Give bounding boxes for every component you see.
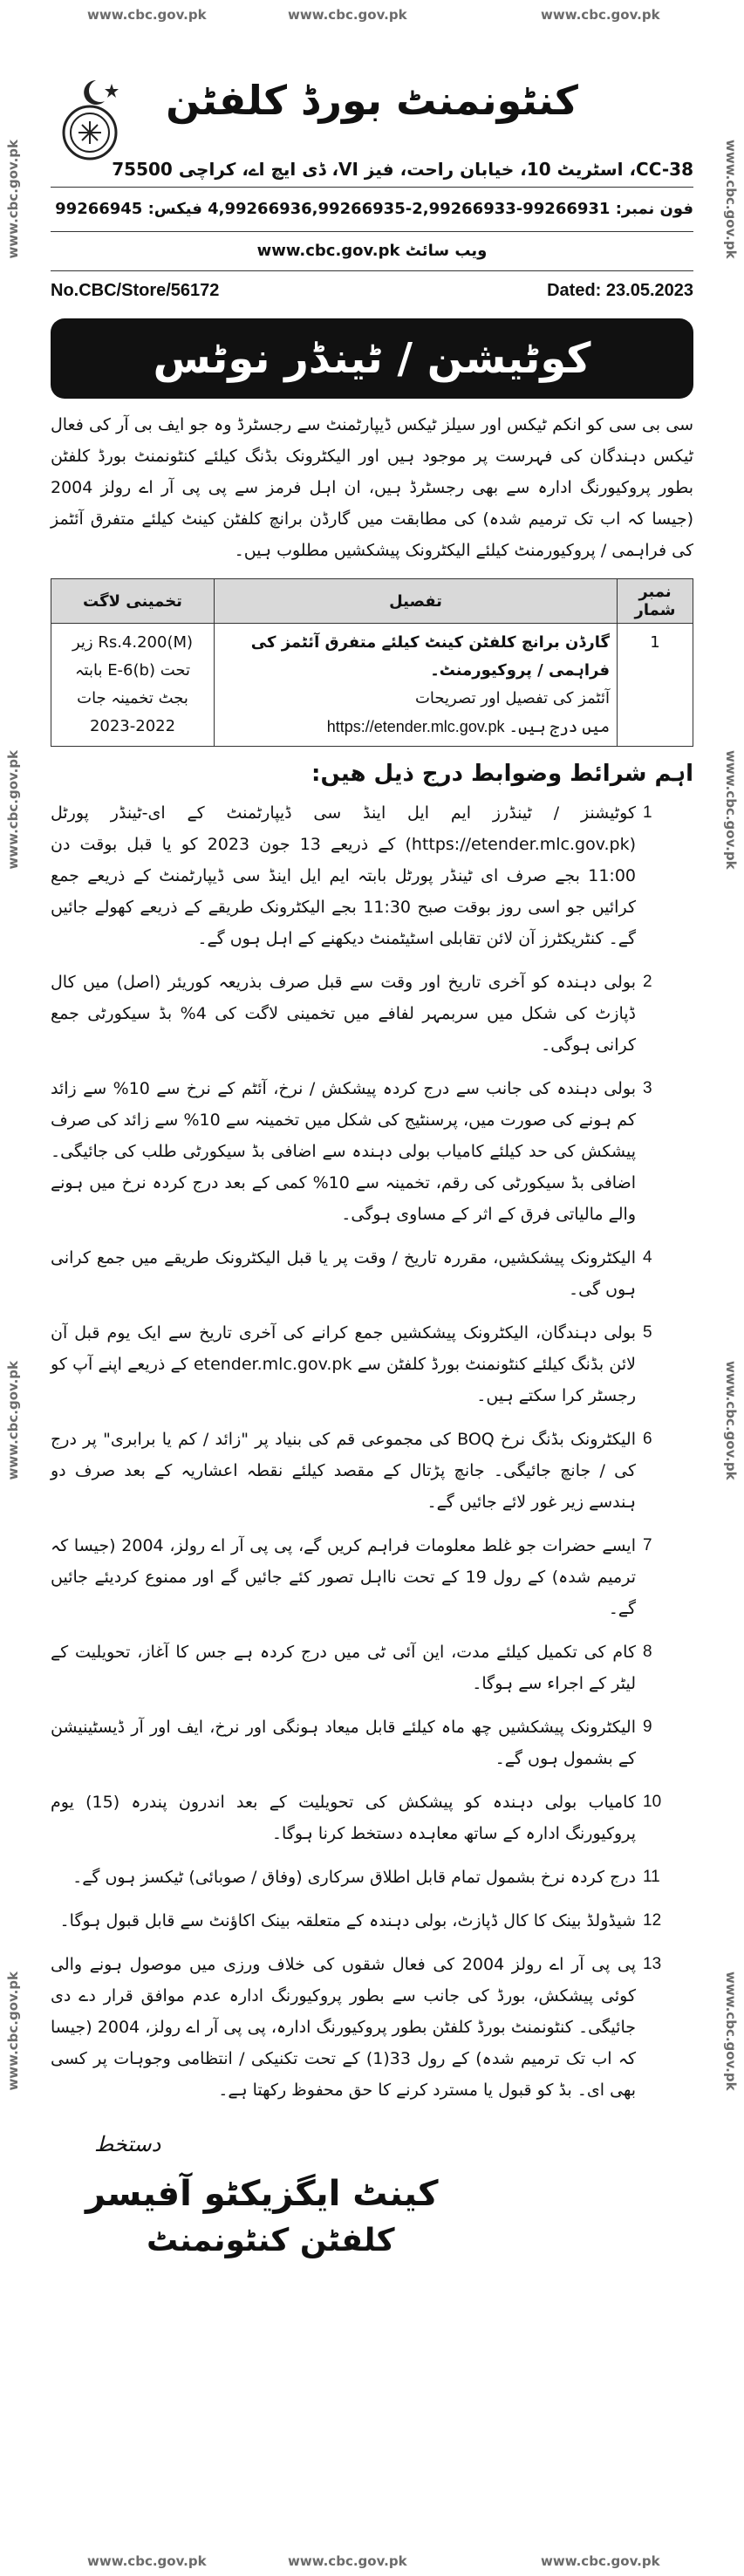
header-serial: نمبر شمار	[618, 579, 693, 624]
notice-document	[51, 68, 693, 2258]
terms-list	[51, 797, 693, 2106]
table-header-row	[51, 579, 693, 624]
signatory-organization: کلفٹن کنٹونمنٹ	[147, 2223, 395, 2258]
header-detail: تفصیل	[215, 579, 618, 624]
term-number: 3	[643, 1079, 652, 1097]
list-item	[51, 1242, 693, 1305]
terms-heading: اہم شرائط وضوابط درج ذیل ھیں:	[311, 761, 693, 787]
watermark-left-4: www.cbc.gov.pk	[5, 1971, 21, 2091]
term-number: 10	[643, 1793, 662, 1811]
organization-title: کنٹونمنٹ بورڈ کلفٹن	[166, 77, 578, 124]
term-text: درج کردہ نرخ بشمول تمام قابل اطلاق سرکاری (وفاق / صوبائی) ٹیکسز ہوں گے۔	[72, 1868, 636, 1887]
term-number: 8	[643, 1643, 652, 1661]
header-cost: تخمینی لاگت	[51, 579, 215, 624]
reference-row	[51, 271, 693, 310]
table-row	[51, 624, 693, 747]
list-item	[51, 1073, 693, 1230]
reference-number: No.CBC/Store/56172	[51, 281, 220, 300]
row-detail	[215, 624, 618, 747]
signature-mark: دستخط	[94, 2132, 161, 2156]
term-number: 12	[643, 1911, 662, 1930]
tender-items-table	[51, 578, 693, 747]
term-number: 1	[643, 803, 652, 822]
watermark-top-center: www.cbc.gov.pk	[288, 7, 407, 23]
notice-title-banner: کوٹیشن / ٹینڈر نوٹس	[51, 318, 693, 399]
term-text: الیکٹرونک پیشکشیں چھ ماہ کیلئے قابل میعاد ہونگی اور نرخ، ایف اور آر ڈیسٹینیشن کے بشمول ہوں گے۔	[51, 1718, 636, 1768]
watermark-left-2: www.cbc.gov.pk	[5, 750, 21, 870]
watermark-bottom-right: www.cbc.gov.pk	[541, 2553, 660, 2569]
term-text: کامیاب بولی دہندہ کو پیشکش کی تحویلیت کے بعد اندرون پندرہ (15) یوم پروکیورنگ ادارہ کے ساتھ معاہدہ دستخط کرنا ہوگا۔	[51, 1793, 636, 1843]
header	[51, 68, 693, 310]
list-item	[51, 967, 693, 1061]
term-text: ایسے حضرات جو غلط معلومات فراہم کریں گے، پی پی آر اے رولز، 2004 (جیسا کہ ترمیم شدہ) کے رول 19 کے تحت نااہل تصور کئے جائیں گے اور ممنوع کردیئے جائیں گے۔	[51, 1536, 637, 1618]
signatory-designation: کینٹ ایگزیکٹو آفیسر	[85, 2174, 439, 2214]
item-spec-label: آئٹمز کی تفصیل اور تصریحات	[414, 689, 610, 707]
term-text: الیکٹرونک بڈنگ نرخ BOQ کی مجموعی قم کی بنیاد پر "زائد / کم یا برابری" پر درج کی / جانچ جائیگی۔ جانچ پڑتال کے مقصد کیلئے نقطہ اعشاریہ کے بعد صرف دو ہندسے زیر غور لائے جائیں گے۔	[51, 1430, 636, 1512]
watermark-right-2: www.cbc.gov.pk	[723, 750, 739, 870]
phone-fax: فون نمبر: 99266931-2,99266933-4,99266936,99266935 فیکس: 99266945	[51, 188, 693, 232]
term-number: 9	[643, 1718, 652, 1736]
list-item	[51, 797, 693, 954]
watermark-left-3: www.cbc.gov.pk	[5, 1361, 21, 1480]
watermark-bottom-center: www.cbc.gov.pk	[288, 2553, 407, 2569]
term-text: کوٹیشنز / ٹینڈرز ایم ایل اینڈ سی ڈیپارٹمنٹ کے ای-ٹینڈر پورٹل (https://etender.mlc.gov.pk) کے ذریعے 13 جون 2023 کو یا قبل بوقت دن 11:00 بجے صرف ای ٹینڈر پورٹل بابتہ ایم ایل اینڈ سی ڈیپارٹمنٹ کے ذریعے جمع کرائیں جو اسی روز بوقت صبح 11:30 بجے الیکٹرونک طریقے کے ذریعے کھولے جائیں گے۔ کنٹریکٹرز آن لائن تقابلی اسٹیٹمنٹ دیکھنے کے اہل ہوں گے۔	[51, 803, 636, 948]
item-spec-link[interactable]: https://etender.mlc.gov.pk میں درج ہیں۔	[326, 718, 610, 735]
term-number: 7	[643, 1536, 652, 1554]
intro-paragraph: سی بی سی کو انکم ٹیکس اور سیلز ٹیکس ڈیپارٹمنٹ سے رجسٹرڈ وہ جو ایف بی آر کی فعال ٹیکس دہندگان کی فہرست پر موجود ہیں اور الیکٹرونک بڈنگ کیلئے کنٹونمنٹ بورڈ کلفٹن بطور پروکیورنگ ادارہ سے بھی رجسٹرڈ ہیں، ان اہل فرمز سے پی پی آر اے رولز 2004 (جیسا کہ اب تک ترمیم شدہ) کی مطابقت میں گارڈن برانچ کلفٹن کینٹ کیلئے متفرق آئٹمز کی فراہمی / پروکیورمنٹ کیلئے الیکٹرونک پیشکشیں مطلوب ہیں۔	[51, 415, 693, 560]
term-text: بولی دہندہ کی جانب سے درج کردہ پیشکش / نرخ، آئٹم کے نرخ سے 10% سے زائد کم ہونے کی صورت میں، پرسنٹیج کی شکل میں تخمینہ سے 10% سے زائد کی صرف پیشکش کی حد کیلئے کامیاب بولی دہندہ سے اضافی بڈ سیکورٹی طلب کی جائیگی۔ اضافی بڈ سیکورٹی کی رقم، تخمینہ سے 10% کمی کے بعد درج کردہ نرخ میں ہونے والے مالیاتی فرق کے اثر کے مساوی ہوگی۔	[51, 1079, 636, 1224]
emblem-icon	[51, 75, 129, 162]
list-item	[51, 1862, 693, 1893]
list-item	[51, 1787, 693, 1849]
term-number: 4	[643, 1248, 652, 1267]
term-text: بولی دہندہ کو آخری تاریخ اور وقت سے قبل صرف بذریعہ کوریئر (اصل) میں کال ڈپازٹ کی شکل میں سربمہر لفافے میں تخمینی لاگت کی 4% بڈ سیکورٹی جمع کرانی ہوگی۔	[51, 973, 636, 1055]
list-item	[51, 1424, 693, 1518]
watermark-bottom-left: www.cbc.gov.pk	[87, 2553, 207, 2569]
term-text: شیڈولڈ بینک کا کال ڈپازٹ، بولی دہندہ کے متعلقہ بینک اکاؤنٹ سے قابل قبول ہوگا۔	[59, 1911, 636, 1930]
watermark-right-3: www.cbc.gov.pk	[723, 1361, 739, 1480]
term-number: 13	[643, 1955, 662, 1973]
address: CC-38، اسٹریٹ 10، خیابان راحت، فیز VI، ڈی ایچ اے، کراچی 75500	[51, 152, 693, 188]
term-text: بولی دہندگان، الیکٹرونک پیشکشیں جمع کرانے کی آخری تاریخ سے ایک یوم قبل آن لائن بڈنگ کیلئے کنٹونمنٹ بورڈ کلفٹن سے etender.mlc.gov.pk کے ذریعے اپنے آپ کو رجسٹر کرا سکتے ہیں۔	[51, 1323, 637, 1405]
list-item	[51, 1712, 693, 1774]
term-text: پی پی آر اے رولز 2004 کی فعال شقوں کی خلاف ورزی میں موصول ہونے والی کوئی پیشکش، بورڈ کی جانب سے بطور پروکیورنگ ادارہ عدم موافق قرار دے دی جائیگی۔ کنٹونمنٹ بورڈ کلفٹن بطور پروکیورنگ ادارہ، پی پی آر اے رولز، 2004 (جیسا کہ اب تک ترمیم شدہ) کے رول 33(1) کے تحت تکنیکی / انتظامی وجوہات پر کسی بھی ای۔ بڈ کو قبول یا مسترد کرنے کا حق محفوظ رکھتا ہے۔	[51, 1955, 637, 2100]
term-text: کام کی تکمیل کیلئے مدت، این آئی ٹی میں درج کردہ ہے جس کا آغاز، تحویلیت کے لیٹر کے اجراء سے ہوگا۔	[51, 1643, 636, 1693]
term-number: 6	[643, 1430, 652, 1448]
row-cost: Rs.4.200(M) زیر تحت E-6(b) بابتہ بجٹ تخمینہ جات 2022-2023	[51, 624, 215, 747]
watermark-right-4: www.cbc.gov.pk	[723, 1971, 739, 2091]
website: ویب سائٹ www.cbc.gov.pk	[51, 232, 693, 271]
watermark-top-left: www.cbc.gov.pk	[87, 7, 207, 23]
term-number: 11	[643, 1868, 660, 1886]
row-serial: 1	[618, 624, 693, 747]
list-item	[51, 1636, 693, 1699]
list-item	[51, 1949, 693, 2106]
watermark-top-right: www.cbc.gov.pk	[541, 7, 660, 23]
list-item	[51, 1317, 693, 1411]
watermark-left-1: www.cbc.gov.pk	[5, 140, 21, 259]
watermark-right-1: www.cbc.gov.pk	[723, 140, 739, 259]
term-text: الیکٹرونک پیشکشیں، مقررہ تاریخ / وقت پر یا قبل الیکٹرونک طریقے میں جمع کرانی ہوں گی۔	[51, 1248, 636, 1299]
term-number: 2	[643, 973, 652, 991]
list-item	[51, 1905, 693, 1937]
notice-date: Dated: 23.05.2023	[547, 281, 693, 300]
list-item	[51, 1530, 693, 1624]
term-number: 5	[643, 1323, 652, 1342]
item-description: گارڈن برانچ کلفٹن کینٹ کیلئے متفرق آئٹمز کی فراہمی / پروکیورمنٹ۔	[250, 633, 610, 680]
